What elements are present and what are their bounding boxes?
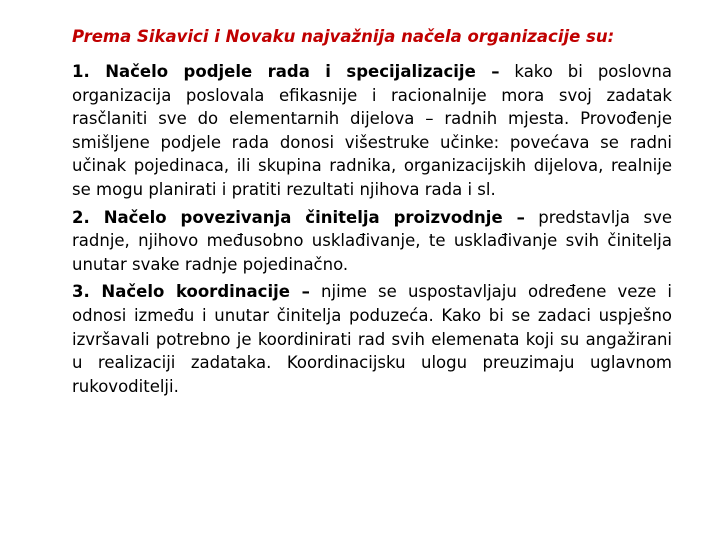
principle-1-text: kako bi poslovna organizacija poslovala efikasnije i racionalnije mora svoj zadatak rasčlaniti sve do elementarnih dijelova – radnih mjesta. Provođenje smišljene podjele rada donosi višestruke učinke: povećava se radni učinak pojedinaca, ili skupina radnika, organizacijskih dijelova, realnije se mogu planirati i pratiti rezultati njihova rada i sl.	[72, 62, 672, 199]
principle-3-heading: 3. Načelo koordinacije –	[72, 282, 310, 302]
slide-title: Prema Sikavici i Novaku najvažnija načela organizacije su:	[72, 27, 615, 46]
principle-2	[72, 206, 672, 277]
principle-1	[72, 60, 672, 202]
slide-content	[72, 26, 672, 398]
principle-3	[72, 280, 672, 398]
principle-2-heading: 2. Načelo povezivanja činitelja proizvodnje –	[72, 207, 525, 227]
principle-3-text: njime se uspostavljaju određene veze i odnosi između i unutar činitelja poduzeća. Kako bi se zadaci uspješno izvršavali potrebno je koordinirati rad svih elemenata koji su angažirani u realizaciji zadataka. Koordinacijsku ulogu preuzimaju uglavnom rukovoditelji.	[72, 282, 672, 396]
principle-2-text: predstavlja sve radnje, njihovo međusobno usklađivanje, te usklađivanje svih činitelja unutar svake radnje pojedinačno.	[72, 207, 672, 274]
principle-1-heading: 1. Načelo podjele rada i specijalizacije –	[72, 62, 500, 81]
